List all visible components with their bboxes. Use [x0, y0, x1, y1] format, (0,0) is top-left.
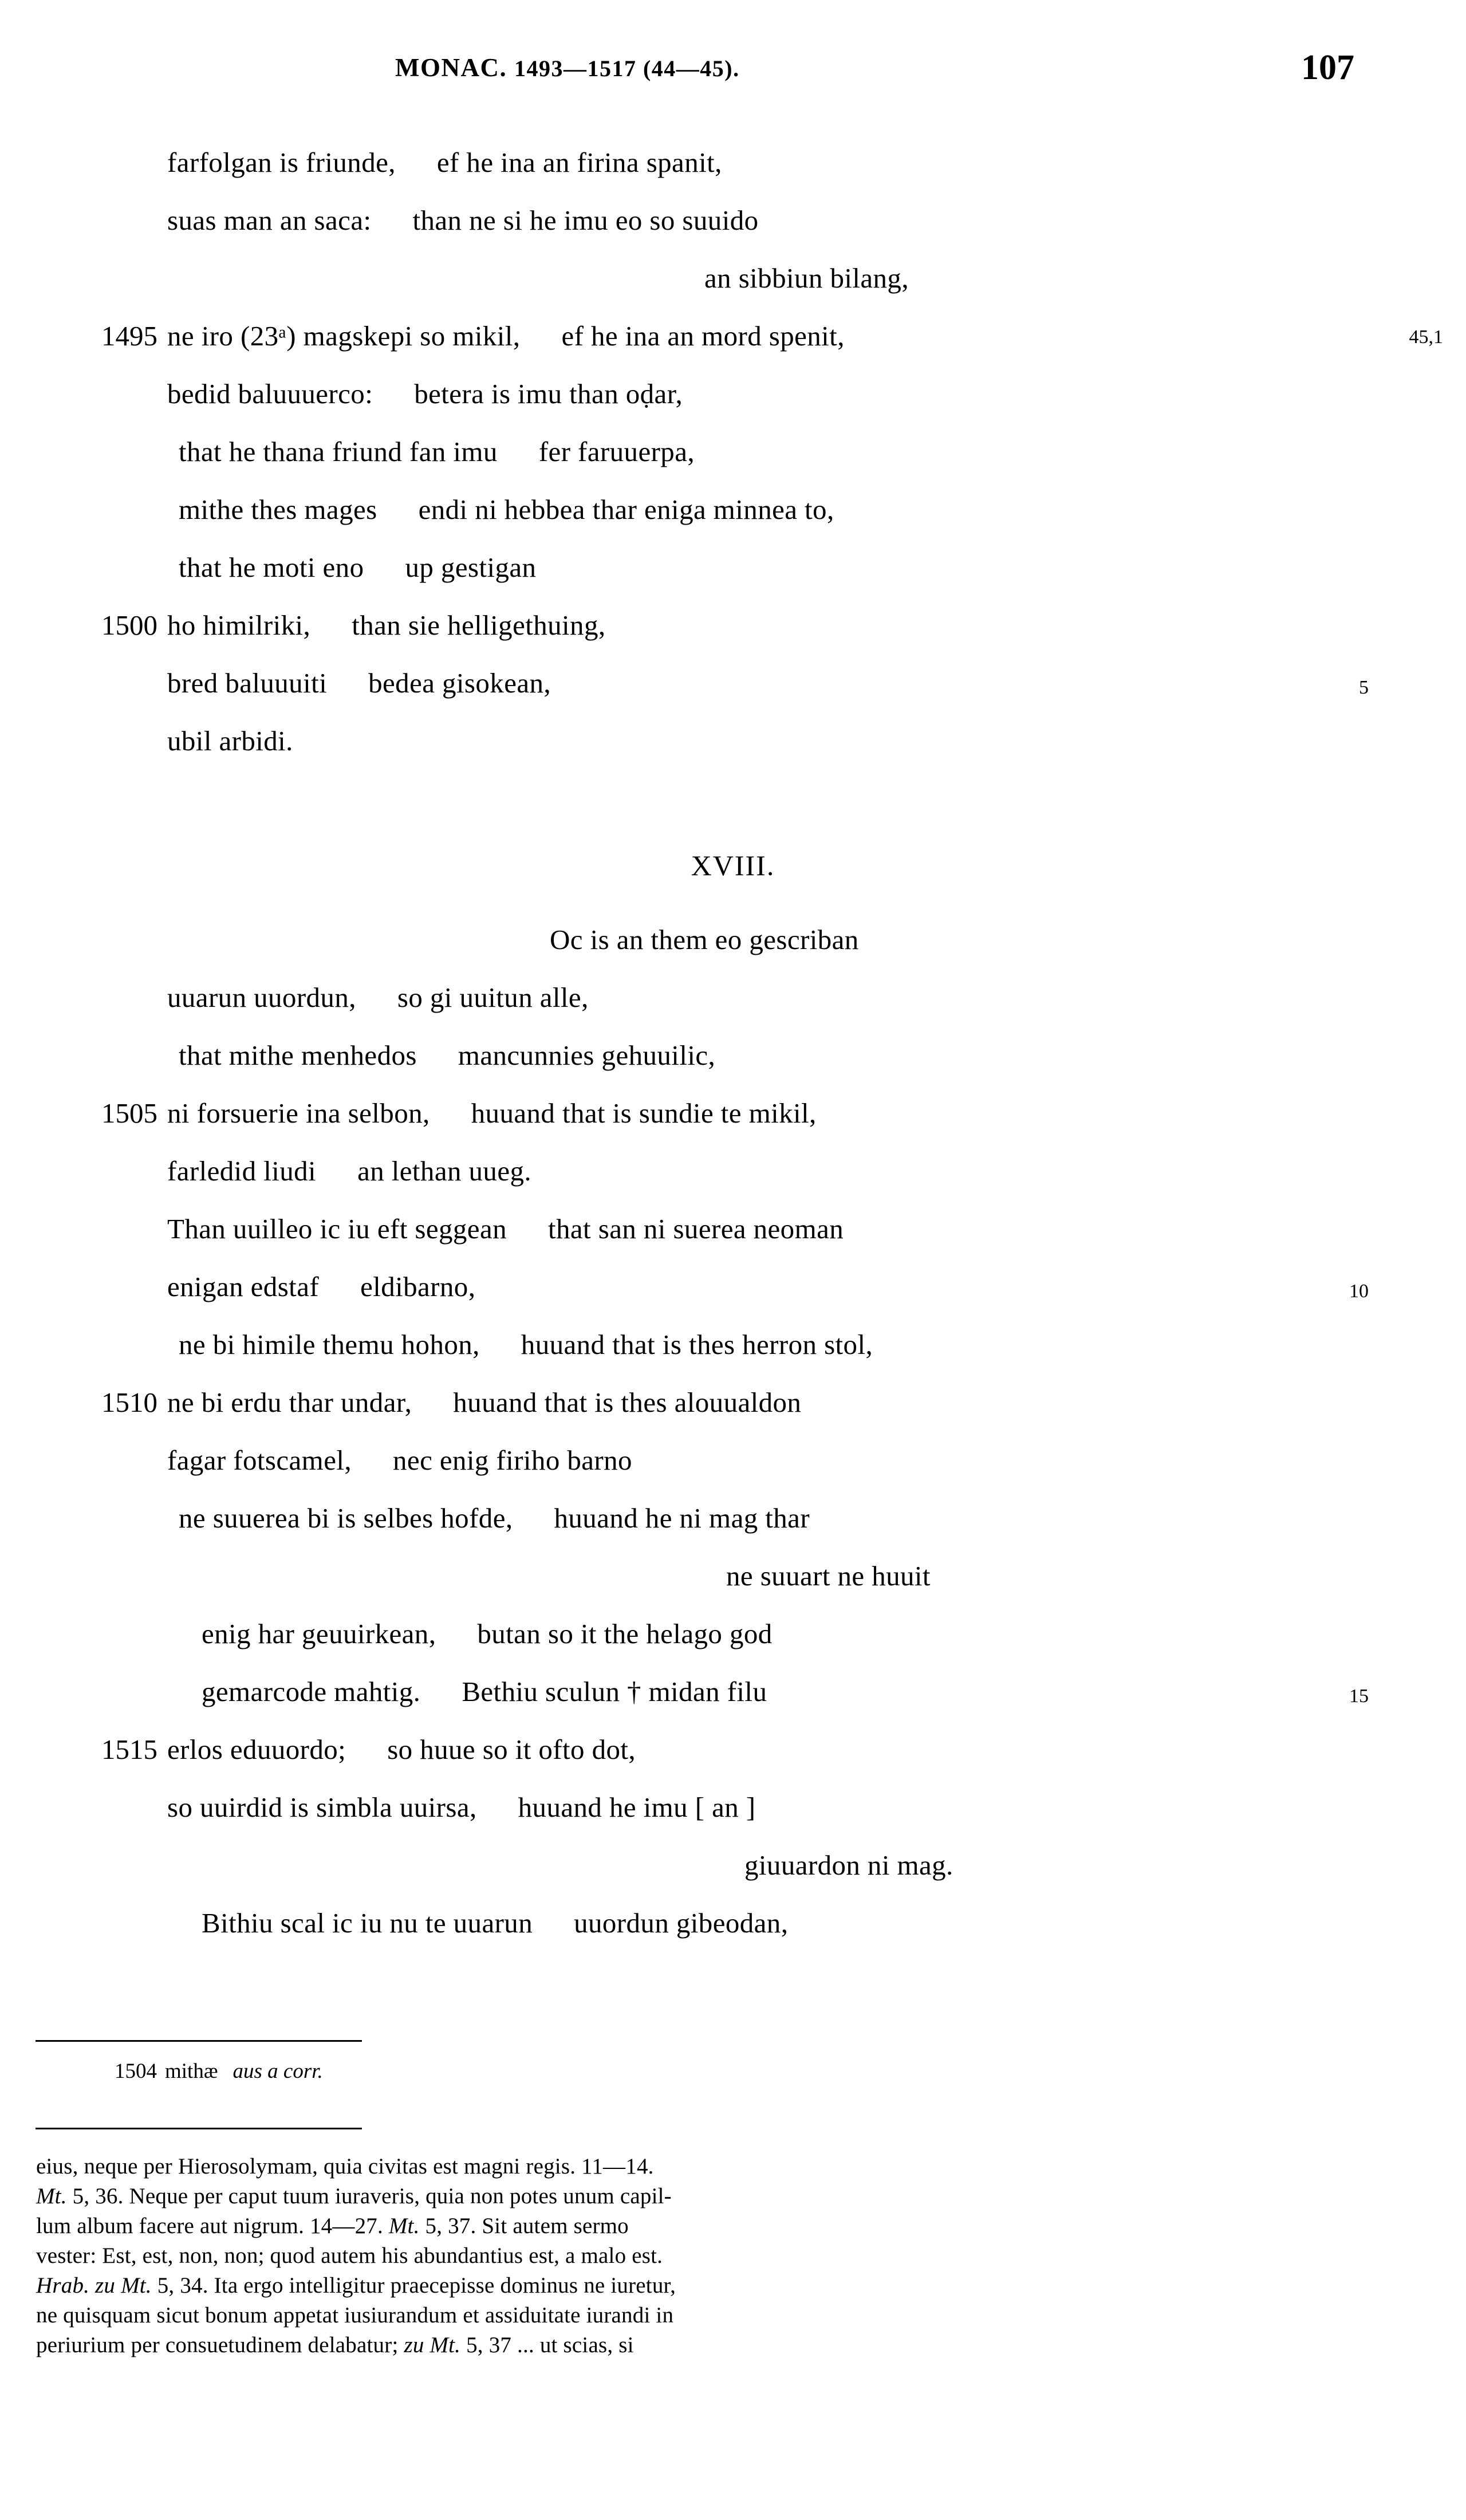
- verse-halfline-a: gemarcode mahtig.: [202, 1676, 421, 1707]
- verse-line: [0, 1675, 1466, 1733]
- verse-text: [726, 1560, 931, 1592]
- latin-note-run: ne quisquam sicut bonum appetat iusiurandum et assiduitate iurandi in: [36, 2303, 674, 2328]
- verse-line: [0, 724, 1466, 782]
- verse-halfline-b: so huue so it ofto dot,: [387, 1734, 636, 1765]
- verse-halfline-a: enig har geuuirkean,: [202, 1618, 436, 1649]
- verse-halfline-a: ne bi himile themu hohon,: [179, 1329, 480, 1360]
- verse-text: [202, 1675, 767, 1708]
- verse-halfline-b: that san ni suerea neoman: [548, 1213, 844, 1245]
- verse-text: [167, 1733, 636, 1766]
- margin-reference: 15: [1349, 1686, 1369, 1707]
- verse-text: [167, 1386, 801, 1419]
- verse-halfline-b: huuand he imu [ an ]: [518, 1791, 756, 1823]
- verse-line: [0, 609, 1466, 667]
- verse-text: [179, 1039, 715, 1072]
- verse-text: [179, 1328, 873, 1361]
- verse-line: [0, 1155, 1466, 1212]
- verse-halfline-b: betera is imu than oḍar,: [414, 378, 683, 410]
- apparatus-lemma: mithæ: [165, 2060, 218, 2083]
- verse-halfline-a: fagar fotscamel,: [167, 1444, 352, 1476]
- verse-line: [0, 1444, 1466, 1502]
- margin-reference: 5: [1359, 677, 1369, 698]
- verse-halfline-a: an sibbiun bilang,: [704, 262, 909, 294]
- verse-text: [167, 1444, 632, 1476]
- latin-note-run: 5, 36. Neque per caput tuum iuraveris, quia non potes unum capil-: [66, 2184, 672, 2208]
- verse-text: [179, 493, 834, 526]
- verse-line: [0, 146, 1466, 204]
- verse-halfline-b: butan so it the helago god: [477, 1618, 773, 1649]
- latin-note-italic-run: Hrab.: [36, 2273, 90, 2298]
- verse-text: [167, 609, 606, 641]
- verse-line: [0, 320, 1466, 377]
- verse-text: [167, 1270, 475, 1303]
- verse-halfline-b: up gestigan: [405, 552, 537, 583]
- verse-text: [167, 981, 589, 1014]
- verse-line: [0, 1270, 1466, 1328]
- verse-text: [167, 1155, 531, 1187]
- margin-reference: 45,1: [1409, 326, 1443, 348]
- latin-note-line: [36, 2183, 1365, 2213]
- verse-line: [0, 262, 1466, 320]
- verse-halfline-a: bedid baluuuerco:: [167, 378, 373, 410]
- verse-text: [179, 1502, 810, 1534]
- latin-note-run: vester: Est, est, non, non; quod autem his abundantius est, a malo est.: [36, 2243, 663, 2268]
- verse-text: [167, 377, 683, 410]
- verse-text: [167, 1097, 817, 1129]
- verse-line: [0, 1386, 1466, 1444]
- latin-note-italic-run: Mt.: [121, 2273, 152, 2298]
- verse-text: [167, 667, 551, 699]
- apparatus-line-ref: 1504: [115, 2060, 157, 2083]
- verse-text: [167, 1791, 756, 1824]
- verse-line: [0, 1849, 1466, 1907]
- latin-note-italic-run: zu: [95, 2273, 116, 2298]
- verse-text: [550, 923, 859, 956]
- verse-halfline-b: huuand that is thes herron stol,: [521, 1329, 873, 1360]
- verse-halfline-b: nec enig firiho barno: [393, 1444, 632, 1476]
- latin-notes-rule: [36, 2128, 362, 2129]
- verse-halfline-a: Bithiu scal ic iu nu te uuarun: [202, 1907, 533, 1939]
- verse-text: [167, 1212, 844, 1245]
- verse-text: [167, 204, 759, 237]
- verse-halfline-b: ef he ina an mord spenit,: [561, 320, 845, 352]
- verse-text: [202, 1617, 773, 1650]
- latin-note-run: lum album facere aut nigrum. 14—27.: [36, 2214, 389, 2238]
- running-head-siglum: MONAC.: [395, 53, 507, 82]
- verse-halfline-b: bedea gisokean,: [368, 667, 551, 699]
- verse-halfline-a: that mithe menhedos: [179, 1040, 417, 1071]
- verse-line: [0, 1617, 1466, 1675]
- verse-halfline-a: suas man an saca:: [167, 204, 372, 236]
- latin-note-line: [36, 2273, 1365, 2302]
- verse-line: [0, 551, 1466, 609]
- verse-block-first: [0, 146, 1466, 782]
- latin-note-line: [36, 2332, 1365, 2362]
- latin-note-italic-run: Mt.: [36, 2184, 67, 2208]
- verse-halfline-a: so uuirdid is simbla uuirsa,: [167, 1791, 477, 1823]
- latin-note-italic-run: zu Mt.: [404, 2333, 461, 2357]
- latin-note-run: 11—14.: [576, 2154, 654, 2179]
- verse-text: [202, 1907, 788, 1939]
- verse-line: [0, 204, 1466, 262]
- latin-note-run: 5, 37. Sit autem sermo: [419, 2214, 629, 2238]
- latin-note-run: 5, 37 ... ut scias, si: [460, 2333, 634, 2357]
- verse-line: [0, 1097, 1466, 1155]
- latin-note-run: periurium per consuetudinem delabatur;: [36, 2333, 404, 2357]
- verse-halfline-b: than sie helligethuing,: [352, 609, 606, 641]
- verse-text: [167, 146, 722, 179]
- verse-halfline-b: uuordun gibeodan,: [574, 1907, 789, 1939]
- verse-halfline-b: huuand that is sundie te mikil,: [471, 1097, 817, 1129]
- verse-line: [0, 1733, 1466, 1791]
- verse-line: [0, 1212, 1466, 1270]
- verse-number: 1505: [101, 1097, 157, 1129]
- verse-number: 1500: [101, 609, 157, 641]
- running-head-reference: 1493—1517 (44—45).: [514, 56, 740, 81]
- verse-halfline-b: endi ni hebbea thar eniga minnea to,: [418, 494, 834, 525]
- verse-halfline-a: mithe thes mages: [179, 494, 377, 525]
- latin-note-line: [36, 2153, 1365, 2183]
- verse-halfline-a: ne iro (23ᵃ) magskepi so mikil,: [167, 320, 521, 352]
- verse-text: [167, 320, 845, 352]
- verse-halfline-b: Bethiu sculun † midan filu: [462, 1676, 767, 1707]
- running-head: [0, 48, 1466, 93]
- verse-halfline-a: ubil arbidi.: [167, 725, 293, 757]
- verse-halfline-b: mancunnies gehuuilic,: [458, 1040, 716, 1071]
- apparatus-rule: [36, 2040, 362, 2042]
- latin-notes-block: [36, 2153, 1365, 2362]
- verse-halfline-a: giuuardon ni mag.: [744, 1849, 953, 1881]
- verse-line: [0, 1502, 1466, 1560]
- verse-halfline-b: an lethan uueg.: [357, 1155, 532, 1187]
- latin-note-line: [36, 2243, 1365, 2273]
- verse-halfline-a: erlos eduuordo;: [167, 1734, 346, 1765]
- verse-halfline-a: ni forsuerie ina selbon,: [167, 1097, 430, 1129]
- latin-note-line: [36, 2302, 1365, 2332]
- running-head-title: [395, 53, 740, 82]
- verse-halfline-b: eldibarno,: [360, 1271, 476, 1302]
- verse-line: [0, 1039, 1466, 1097]
- verse-halfline-a: Than uuilleo ic iu eft seggean: [167, 1213, 507, 1245]
- margin-reference: 10: [1349, 1281, 1369, 1302]
- latin-note-run: eius, neque per Hierosolymam, quia civitas est magni regis.: [36, 2154, 576, 2179]
- verse-line: [0, 1791, 1466, 1849]
- verse-text: [744, 1849, 953, 1881]
- verse-text: [179, 435, 695, 468]
- verse-halfline-a: ne suuerea bi is selbes hofde,: [179, 1502, 513, 1534]
- verse-number: 1510: [101, 1387, 157, 1418]
- verse-halfline-a: ne suuart ne huuit: [726, 1560, 931, 1592]
- verse-number: 1495: [101, 320, 157, 352]
- verse-text: [179, 551, 536, 584]
- latin-note-run: [115, 2273, 121, 2298]
- verse-halfline-b: so gi uuitun alle,: [397, 982, 589, 1013]
- apparatus-note: [115, 2059, 323, 2084]
- latin-note-italic-run: Mt.: [388, 2214, 420, 2238]
- verse-halfline-b: than ne si he imu eo so suuido: [412, 204, 759, 236]
- verse-number: 1515: [101, 1734, 157, 1765]
- verse-halfline-a: ho himilriki,: [167, 609, 311, 641]
- verse-line: [0, 435, 1466, 493]
- verse-block-second: [0, 923, 1466, 1964]
- verse-line: [0, 981, 1466, 1039]
- verse-halfline-a: Oc is an them eo gescriban: [550, 924, 859, 955]
- verse-text: [167, 724, 293, 757]
- verse-line: [0, 377, 1466, 435]
- verse-halfline-b: huuand that is thes alouualdon: [453, 1387, 802, 1418]
- latin-note-run: [89, 2273, 95, 2298]
- verse-line: [0, 493, 1466, 551]
- verse-halfline-a: uuarun uuordun,: [167, 982, 356, 1013]
- verse-halfline-b: huuand he ni mag thar: [554, 1502, 810, 1534]
- verse-text: [704, 262, 909, 294]
- verse-halfline-a: enigan edstaf: [167, 1271, 320, 1302]
- verse-halfline-a: that he moti eno: [179, 552, 364, 583]
- verse-halfline-a: that he thana friund fan imu: [179, 436, 498, 467]
- verse-halfline-b: ef he ina an firina spanit,: [436, 147, 722, 178]
- latin-note-run: 5, 34. Ita ergo intelligitur praecepisse dominus ne iuretur,: [151, 2273, 676, 2298]
- verse-line: [0, 1907, 1466, 1964]
- verse-line: [0, 1560, 1466, 1617]
- verse-halfline-a: bred baluuuiti: [167, 667, 328, 699]
- verse-line: [0, 1328, 1466, 1386]
- verse-line: [0, 667, 1466, 724]
- verse-halfline-a: farfolgan is friunde,: [167, 147, 396, 178]
- verse-halfline-a: farledid liudi: [167, 1155, 317, 1187]
- verse-halfline-a: ne bi erdu thar undar,: [167, 1387, 412, 1418]
- latin-note-line: [36, 2213, 1365, 2243]
- apparatus-comment: aus a corr.: [232, 2060, 323, 2083]
- page-number: 107: [1301, 48, 1354, 87]
- section-heading: XVIII.: [691, 849, 775, 881]
- verse-halfline-b: fer faruuerpa,: [538, 436, 695, 467]
- verse-line: [0, 923, 1466, 981]
